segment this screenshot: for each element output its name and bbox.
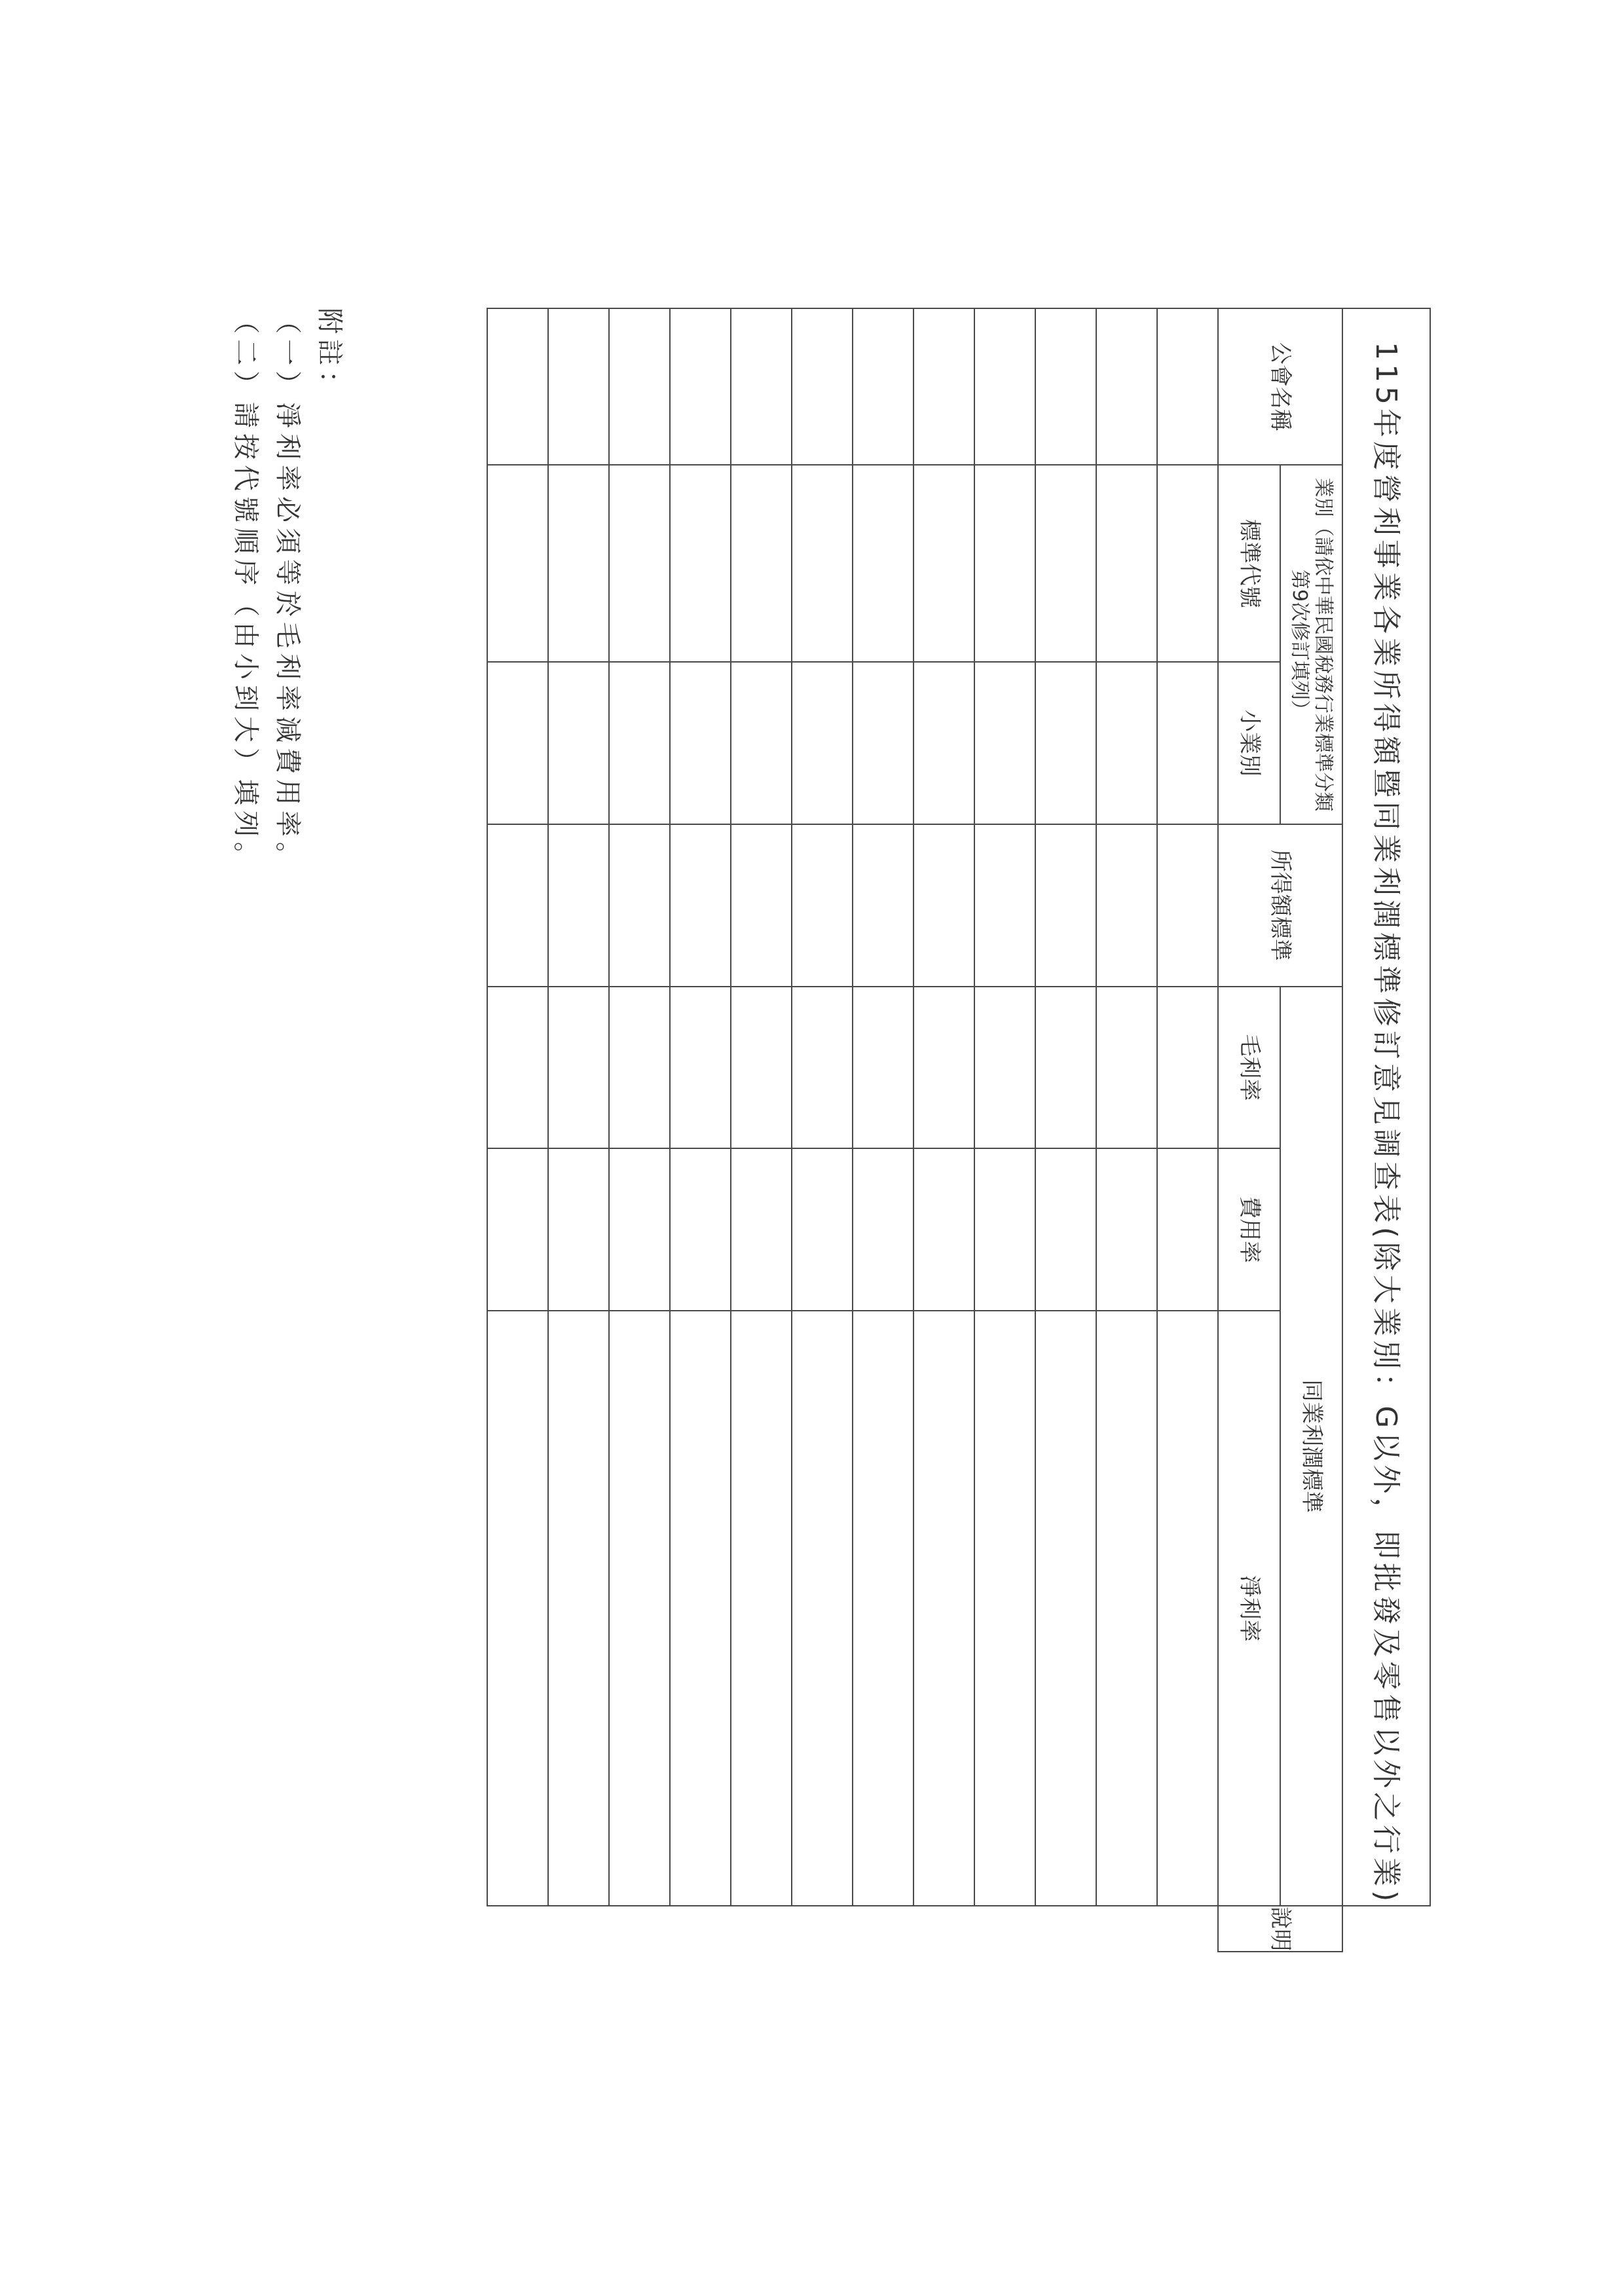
header-profit-standard: 同業利潤標準 <box>1280 987 1342 1906</box>
blank-cell[interactable] <box>974 465 1035 662</box>
blank-cell[interactable] <box>1035 1148 1096 1311</box>
blank-cell[interactable] <box>609 308 670 465</box>
blank-cell[interactable] <box>913 465 974 662</box>
blank-cell[interactable] <box>1157 824 1218 987</box>
blank-cell[interactable] <box>1035 1311 1096 1906</box>
blank-cell[interactable] <box>487 987 548 1149</box>
blank-cell[interactable] <box>1096 1148 1157 1311</box>
table-row <box>731 308 792 1952</box>
blank-cell[interactable] <box>1157 465 1218 662</box>
blank-cell[interactable] <box>731 465 792 662</box>
blank-cell[interactable] <box>487 662 548 824</box>
table-row <box>853 308 913 1952</box>
blank-cell[interactable] <box>974 1148 1035 1311</box>
blank-cell[interactable] <box>1096 987 1157 1149</box>
blank-cell[interactable] <box>548 662 609 824</box>
header-expense-rate: 費用率 <box>1218 1148 1280 1311</box>
table-row <box>913 308 974 1952</box>
blank-cell[interactable] <box>913 1148 974 1311</box>
blank-cell[interactable] <box>670 987 731 1149</box>
header-union-name: 公會名稱 <box>1218 308 1342 465</box>
table-row <box>1157 308 1218 1952</box>
blank-cell[interactable] <box>974 662 1035 824</box>
blank-cell[interactable] <box>1096 824 1157 987</box>
blank-cell[interactable] <box>487 465 548 662</box>
blank-cell[interactable] <box>974 1311 1035 1906</box>
header-gross-margin: 毛利率 <box>1218 987 1280 1149</box>
blank-cell[interactable] <box>853 465 913 662</box>
blank-cell[interactable] <box>731 824 792 987</box>
blank-cell[interactable] <box>974 824 1035 987</box>
blank-cell[interactable] <box>792 987 853 1149</box>
table-row <box>1035 308 1096 1952</box>
blank-cell[interactable] <box>731 1148 792 1311</box>
blank-cell[interactable] <box>487 308 548 465</box>
blank-cell[interactable] <box>487 824 548 987</box>
blank-cell[interactable] <box>913 987 974 1149</box>
table-row <box>1096 308 1157 1952</box>
blank-cell[interactable] <box>1035 308 1096 465</box>
blank-cell[interactable] <box>548 465 609 662</box>
blank-cell[interactable] <box>1096 308 1157 465</box>
blank-cell[interactable] <box>609 1311 670 1906</box>
blank-cell[interactable] <box>792 1311 853 1906</box>
blank-cell[interactable] <box>670 662 731 824</box>
blank-cell[interactable] <box>792 465 853 662</box>
blank-cell[interactable] <box>913 824 974 987</box>
blank-cell[interactable] <box>609 662 670 824</box>
header-net-margin: 淨利率 <box>1218 1311 1280 1906</box>
blank-cell[interactable] <box>731 662 792 824</box>
blank-cell[interactable] <box>1035 465 1096 662</box>
rotated-form-page <box>231 308 1431 2043</box>
blank-cell[interactable] <box>609 1148 670 1311</box>
note-item: （一）淨利率必須等於毛利率減費用率。 <box>272 308 303 873</box>
blank-cell[interactable] <box>1157 308 1218 465</box>
header-income-standard: 所得額標準 <box>1218 824 1342 987</box>
blank-cell[interactable] <box>731 1311 792 1906</box>
header-industry-group: 業別（請依中華民國稅務行業標準分類第9次修訂填列） <box>1280 465 1342 824</box>
blank-cell[interactable] <box>1157 987 1218 1149</box>
notes <box>225 308 350 1617</box>
blank-cell[interactable] <box>853 662 913 824</box>
blank-cell[interactable] <box>792 662 853 824</box>
header-code: 標準代號 <box>1218 465 1280 662</box>
blank-cell[interactable] <box>853 1311 913 1906</box>
blank-cell[interactable] <box>792 308 853 465</box>
form-title: 115年度營利事業各業所得額暨同業利潤標準修訂意見調查表(除大業別：G以外，即批發及零售以外之行業) <box>1342 308 1430 1906</box>
blank-cell[interactable] <box>1035 824 1096 987</box>
table-row <box>792 308 853 1952</box>
blank-cell[interactable] <box>670 308 731 465</box>
table-row <box>974 308 1035 1952</box>
header-remarks: 說明 <box>1218 1906 1342 1952</box>
table-row <box>609 308 670 1952</box>
table-row <box>670 308 731 1952</box>
blank-cell[interactable] <box>1035 662 1096 824</box>
table-row <box>548 308 609 1952</box>
blank-cell[interactable] <box>670 824 731 987</box>
blank-cell[interactable] <box>670 465 731 662</box>
blank-cell[interactable] <box>609 465 670 662</box>
blank-cell[interactable] <box>853 308 913 465</box>
note-item: （二）請按代號順序（由小到大）填列。 <box>231 308 261 873</box>
blank-cell[interactable] <box>670 1148 731 1311</box>
blank-cell[interactable] <box>853 824 913 987</box>
blank-cell[interactable] <box>487 1148 548 1311</box>
header-sub-industry: 小業別 <box>1218 662 1280 824</box>
blank-cell[interactable] <box>670 1311 731 1906</box>
blank-cell[interactable] <box>731 987 792 1149</box>
blank-cell[interactable] <box>548 1311 609 1906</box>
blank-cell[interactable] <box>1157 1311 1218 1906</box>
blank-cell[interactable] <box>974 987 1035 1149</box>
blank-cell[interactable] <box>913 308 974 465</box>
blank-cell[interactable] <box>853 1148 913 1311</box>
blank-cell[interactable] <box>548 308 609 465</box>
blank-cell[interactable] <box>1096 465 1157 662</box>
blank-cell[interactable] <box>913 1311 974 1906</box>
blank-cell[interactable] <box>1096 662 1157 824</box>
table-row <box>487 308 548 1952</box>
notes-heading: 附註： <box>314 308 344 402</box>
blank-cell[interactable] <box>1096 1311 1157 1906</box>
blank-cell[interactable] <box>792 1148 853 1311</box>
blank-cell[interactable] <box>974 308 1035 465</box>
survey-table <box>487 308 1431 1952</box>
blank-cell[interactable] <box>1157 662 1218 824</box>
blank-cell[interactable] <box>1157 1148 1218 1311</box>
blank-cell[interactable] <box>548 824 609 987</box>
blank-cell[interactable] <box>913 662 974 824</box>
blank-cell[interactable] <box>731 308 792 465</box>
blank-cell[interactable] <box>609 987 670 1149</box>
blank-cell[interactable] <box>548 1148 609 1311</box>
blank-cell[interactable] <box>792 824 853 987</box>
blank-cell[interactable] <box>487 1311 548 1906</box>
blank-cell[interactable] <box>548 987 609 1149</box>
blank-cell[interactable] <box>853 987 913 1149</box>
blank-cell[interactable] <box>1035 987 1096 1149</box>
blank-cell[interactable] <box>609 824 670 987</box>
